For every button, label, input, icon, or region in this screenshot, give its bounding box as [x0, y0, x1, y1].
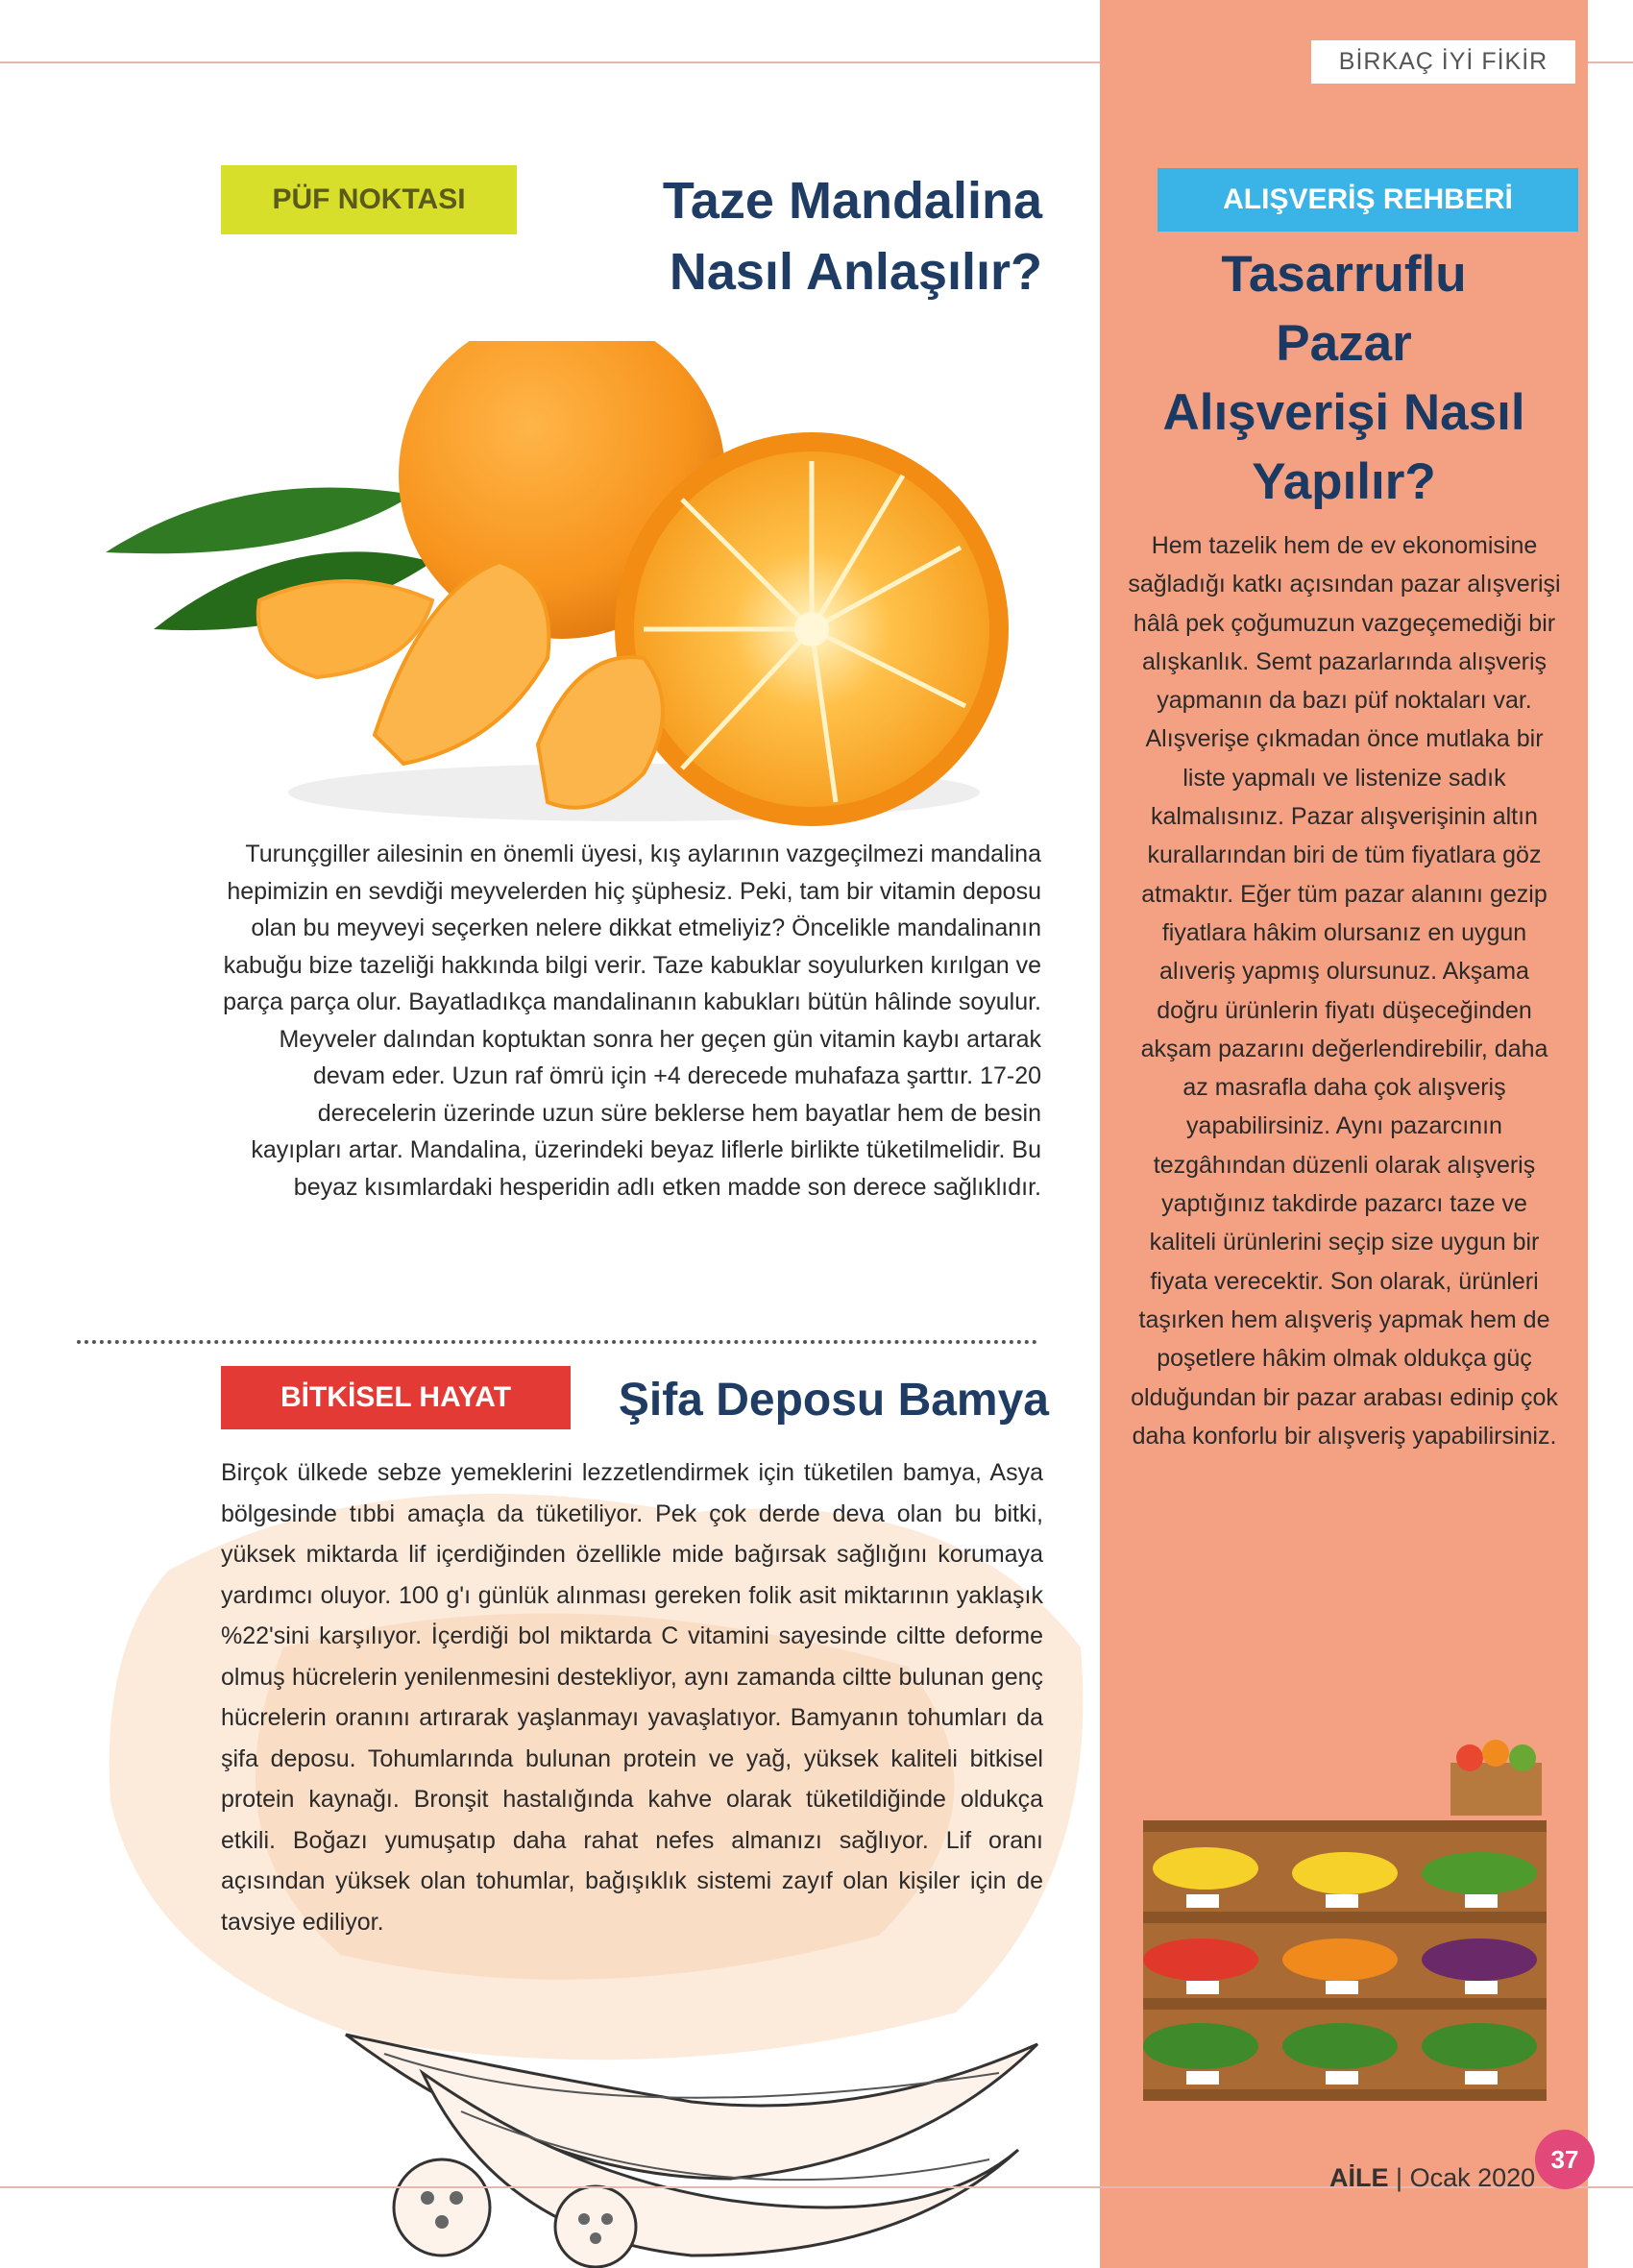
market-stall-illustration — [1119, 1739, 1571, 2113]
tag-puf-noktasi: PÜF NOKTASI — [221, 165, 517, 234]
mandalina-title-line2: Nasıl Anlaşılır? — [669, 243, 1042, 301]
footer-issue: Ocak 2020 — [1409, 2163, 1536, 2192]
mandarin-image — [96, 341, 1047, 841]
sidebar-title-line2: Pazar — [1276, 315, 1412, 372]
sidebar-title-line4: Yapılır? — [1252, 453, 1436, 510]
page-number-badge: 37 — [1535, 2130, 1595, 2189]
mandalina-body: Turunçgiller ailesinin en önemli üyesi, kış aylarının vazgeçilmezi mandalina hepimizin en sevdiği meyvelerden hiç şüphesiz. Peki, tam bir vitamin deposu olan bu meyveyi seçerken nelere dikkat etmeliyiz? Öncelikle mandalinanın kabuğu bize tazeliği hakkında bilgi verir. Taze kabuklar soyulurken kırılgan ve parça parça olur. Bayatladıkça mandalinanın kabukları bütün hâlinde soyulur. Meyveler dalından koptuktan sonra her geçen gün vitamin kaybı artarak devam eder. Uzun raf ömrü için +4 derecede muhafaza şarttır. 17-20 derecelerin üzerinde uzun süre beklerse hem bayatlar hem de besin kayıpları artar. Mandalina, üzerindeki beyaz liflerle birlikte tüketilmelidir. Bu beyaz kısımlardaki hesperidin adlı etken madde son derece sağlıklıdır. — [223, 841, 1041, 1201]
sidebar-title — [1114, 240, 1573, 517]
footer — [1329, 2163, 1535, 2193]
footer-magazine: AİLE — [1329, 2163, 1389, 2192]
tag-alisveris-rehberi: ALIŞVERİŞ REHBERİ — [1158, 168, 1578, 232]
mandalina-title-line1: Taze Mandalina — [662, 172, 1042, 230]
sidebar-title-line3: Alışverişi Nasıl — [1162, 384, 1525, 441]
mandalina-title — [543, 165, 1042, 307]
dotted-divider — [77, 1340, 1037, 1344]
section-label: BİRKAÇ İYİ FİKİR — [1311, 40, 1575, 84]
bamya-title: Şifa Deposu Bamya — [618, 1375, 1049, 1426]
okra-illustration — [327, 2015, 1047, 2268]
bamya-body: Birçok ülkede sebze yemeklerini lezzetlendirmek için tüketilen bamya, Asya bölgesinde tıbbi amaçla da tüketiliyor. Pek çok derde deva olan bu bitki, yüksek miktarda lif içerdiğinden özellikle mide bağırsak sağlığını korumaya yardımcı oluyor. 100 g'ı günlük alınması gereken folik asit miktarının yaklaşık %22'sini karşılıyor. İçerdiği bol miktarda C vitamini sayesinde ciltte deforme olmuş hücrelerin yenilenmesini destekliyor, aynı zamanda ciltte bulunan genç hücrelerin oranını artırarak yaşlanmayı yavaşlatıyor. Bamyanın tohumları da şifa deposu. Tohumlarında bulunan protein ve yağ, yüksek kaliteli bitkisel protein kaynağı. Bronşit hastalığında kahve olarak tüketildiğinde oldukça etkili. Boğazı yumuşatıp daha rahat nefes almanızı sağlıyor. Lif oranı açısından yüksek olan tohumlar, bağışıklık sistemi zayıf olan kişiler için de tavsiye ediliyor. — [221, 1459, 1043, 1936]
sidebar-body: Hem tazelik hem de ev ekonomisine sağladığı katkı açısından pazar alışverişi hâlâ pek çoğumuzun vazgeçemediği bir alışkanlık. Semt pazarlarında alışveriş yapmanın da bazı püf noktaları var. Alışverişe çıkmadan önce mutlaka bir liste yapmalı ve listenize sadık kalmalısınız. Pazar alışverişinin altın kurallarından biri de tüm fiyatlara göz atmaktır. Eğer tüm pazar alanını gezip fiyatlara hâkim olursanız en uygun alıveriş yapmış olursunuz. Akşama doğru ürünlerin fiyatı düşeceğinden akşam pazarını değerlendirebilir, daha az masrafla daha çok alışveriş yapabilirsiniz. Aynı pazarcının tezgâhından düzenli olarak alışveriş yaptığınız takdirde pazarcı taze ve kaliteli ürünlerini seçip size uygun bir fiyata verecektir. Son olarak, ürünleri taşırken hem alışveriş yapmak hem de poşetlere hâkim olmak oldukça güç olduğundan bir pazar arabası edinip çok daha konforlu bir alışveriş yapabilirsiniz. — [1128, 532, 1561, 1450]
tag-bitkisel-hayat: BİTKİSEL HAYAT — [221, 1366, 571, 1429]
sidebar-title-line1: Tasarruflu — [1221, 246, 1467, 303]
footer-separator: | — [1396, 2163, 1403, 2192]
